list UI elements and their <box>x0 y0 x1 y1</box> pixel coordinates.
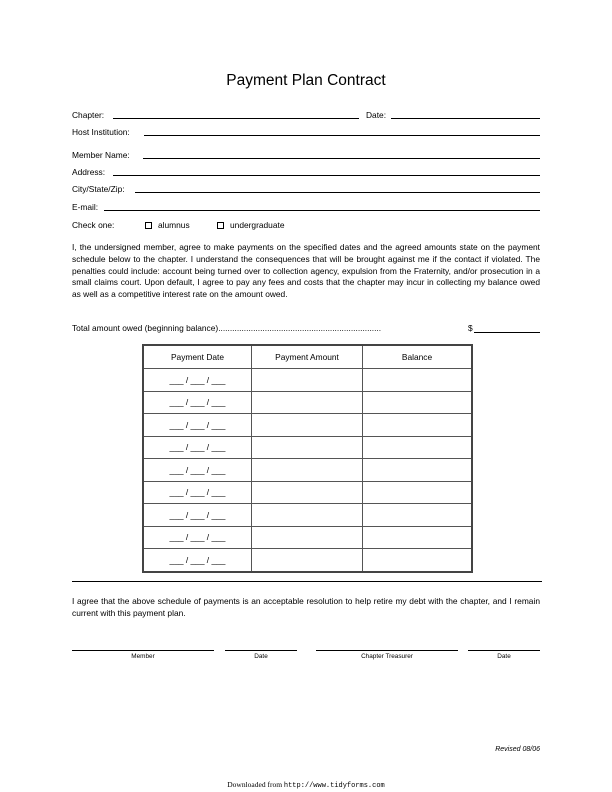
total-owed-label: Total amount owed (beginning balance) <box>72 323 219 333</box>
table-row <box>143 504 472 527</box>
payment-amount-cell[interactable] <box>252 369 363 392</box>
check-one-label: Check one: <box>72 220 115 230</box>
alumnus-label: alumnus <box>158 220 190 230</box>
revised-date: Revised 08/06 <box>495 746 540 753</box>
alumnus-checkbox[interactable] <box>145 222 152 229</box>
payment-date-cell[interactable]: ___ / ___ / ___ <box>143 481 252 504</box>
email-label: E-mail: <box>72 202 99 212</box>
table-row <box>143 526 472 549</box>
balance-cell[interactable] <box>363 414 473 437</box>
balance-cell[interactable] <box>363 391 473 414</box>
payment-amount-cell[interactable] <box>252 526 363 549</box>
payment-amount-cell[interactable] <box>252 414 363 437</box>
undergraduate-option[interactable] <box>217 220 284 230</box>
table-row <box>143 481 472 504</box>
table-row <box>143 549 472 572</box>
date-field[interactable] <box>391 118 540 119</box>
undergraduate-label: undergraduate <box>230 220 285 230</box>
chapter-label: Chapter: <box>72 110 105 120</box>
header-payment-amount: Payment Amount <box>252 345 363 369</box>
balance-cell[interactable] <box>363 549 473 572</box>
balance-cell[interactable] <box>363 369 473 392</box>
host-institution-label: Host Institution: <box>72 127 130 137</box>
payment-schedule-table <box>142 344 473 573</box>
city-state-zip-label: City/State/Zip: <box>72 184 125 194</box>
table-row <box>143 391 472 414</box>
footer-prefix: Downloaded from <box>227 780 284 789</box>
member-name-field[interactable] <box>143 158 540 159</box>
city-state-zip-field[interactable] <box>135 192 540 193</box>
payment-date-cell[interactable]: ___ / ___ / ___ <box>143 504 252 527</box>
address-field[interactable] <box>113 175 540 176</box>
payment-date-cell[interactable]: ___ / ___ / ___ <box>143 436 252 459</box>
payment-amount-cell[interactable] <box>252 481 363 504</box>
member-date-line[interactable] <box>225 650 297 651</box>
address-label: Address: <box>72 167 106 177</box>
payment-date-cell[interactable]: ___ / ___ / ___ <box>143 459 252 482</box>
total-owed-leader: ...................................................................... <box>218 323 382 333</box>
balance-cell[interactable] <box>363 459 473 482</box>
member-signature-label: Member <box>131 653 155 660</box>
balance-cell[interactable] <box>363 526 473 549</box>
acceptance-paragraph: I agree that the above schedule of payments is an acceptable resolution to help retire my debt with the chapter, and I remain current with this payment plan. <box>72 596 540 618</box>
payment-amount-cell[interactable] <box>252 459 363 482</box>
payment-date-cell[interactable]: ___ / ___ / ___ <box>143 526 252 549</box>
treasurer-date-line[interactable] <box>468 650 540 651</box>
undergraduate-checkbox[interactable] <box>217 222 224 229</box>
table-row <box>143 459 472 482</box>
alumnus-option[interactable] <box>145 220 190 230</box>
footer-link[interactable]: http://www.tidyforms.com <box>283 782 385 790</box>
section-divider <box>72 581 542 582</box>
payment-date-cell[interactable]: ___ / ___ / ___ <box>143 414 252 437</box>
download-footer <box>0 780 612 790</box>
total-owed-field[interactable] <box>474 332 540 333</box>
balance-cell[interactable] <box>363 481 473 504</box>
balance-cell[interactable] <box>363 436 473 459</box>
payment-date-cell[interactable]: ___ / ___ / ___ <box>143 369 252 392</box>
email-field[interactable] <box>104 210 540 211</box>
payment-amount-cell[interactable] <box>252 391 363 414</box>
member-name-label: Member Name: <box>72 150 130 160</box>
table-row <box>143 414 472 437</box>
currency-symbol: $ <box>468 323 473 333</box>
payment-amount-cell[interactable] <box>252 549 363 572</box>
host-institution-field[interactable] <box>144 135 540 136</box>
agreement-paragraph: I, the undersigned member, agree to make payments on the specified dates and the agreed amounts state on the payment schedule below to the chapter. I understand the consequences that will be brought against me if the contact if violated. The penalties could include: account being turned over to collection agency, expulsion from the Fraternity, and/or prosecution in a small claims court. Upon default, I agree to pay any fees and costs that the chapter may incur in collecting my balance owed as well as a competitive interest rate on the amount owed. <box>72 242 540 300</box>
treasurer-date-label: Date <box>497 653 511 660</box>
table-row <box>143 436 472 459</box>
page-title: Payment Plan Contract <box>226 72 386 89</box>
member-date-label: Date <box>254 653 268 660</box>
treasurer-signature-label: Chapter Treasurer <box>361 653 413 660</box>
payment-amount-cell[interactable] <box>252 504 363 527</box>
chapter-field[interactable] <box>113 118 359 119</box>
member-signature-line[interactable] <box>72 650 214 651</box>
header-payment-date: Payment Date <box>143 345 252 369</box>
date-label: Date: <box>366 110 387 120</box>
payment-amount-cell[interactable] <box>252 436 363 459</box>
payment-date-cell[interactable]: ___ / ___ / ___ <box>143 391 252 414</box>
table-row <box>143 369 472 392</box>
header-balance: Balance <box>363 345 473 369</box>
balance-cell[interactable] <box>363 504 473 527</box>
payment-date-cell[interactable]: ___ / ___ / ___ <box>143 549 252 572</box>
table-header-row <box>143 345 472 369</box>
treasurer-signature-line[interactable] <box>316 650 458 651</box>
total-owed-row <box>72 323 472 333</box>
